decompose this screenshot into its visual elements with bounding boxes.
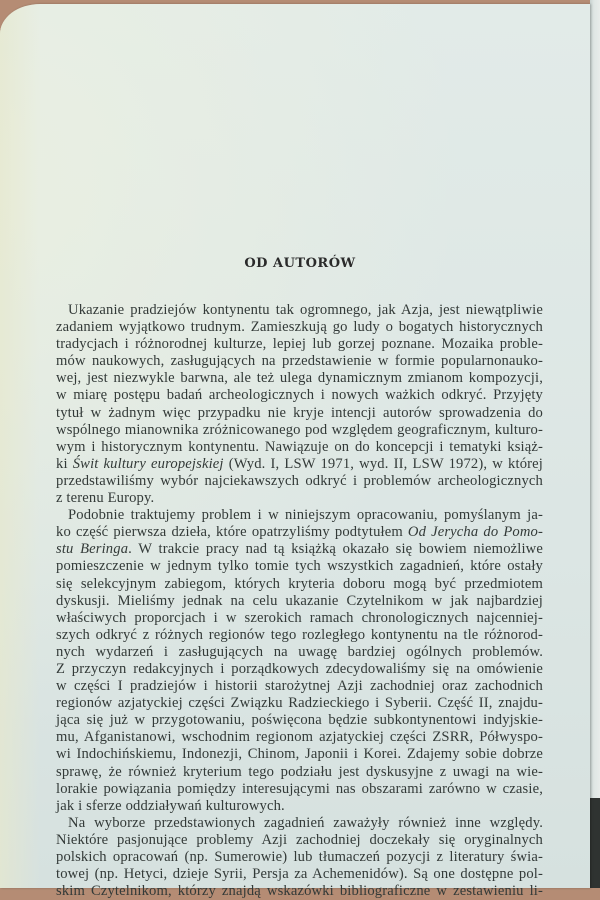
paragraph (56, 815, 543, 900)
text-line: stu Beringa. W trakcie pracy nad tą książką okazało się bowiem niemożliwe (56, 541, 543, 558)
text-line: tytuł w żadnym więc przypadku nie kryje intencji autorów sprowadzenia do (56, 404, 543, 421)
text-line: szych odkryć z różnych regionów tego rozległego kontynentu na tle różnorod- (56, 626, 543, 643)
text-line: sprawę, że również kryterium tego podziału jest dyskusyjne z uwagi na wie- (56, 763, 543, 780)
chapter-heading: OD AUTORÓW (244, 256, 356, 271)
text-line: w miarę postępu badań archeologicznych i nowych ważkich odkryć. Przyjęty (56, 387, 543, 404)
text-line: pomieszczenie w jednym tylko tomie tych wszystkich zagadnień, które ostały (56, 558, 543, 575)
text-line: ko część pierwsza dzieła, które opatrzyliśmy podtytułem Od Jerycha do Pomo- (56, 524, 543, 541)
text-line: nych wydarzeń i zasługujących na uwagę bardziej ogólnych problemów. (56, 643, 543, 660)
text-line: wej, jest niezwykle barwna, ale też ulega dynamicznym zmianom kompozycji, (56, 370, 543, 387)
text-line: towej (np. Hetyci, dzieje Syrii, Persja za Achemenidów). Są one dostępne pol- (56, 866, 543, 883)
text-line: jąca się już w przygotowaniu, poświęcona będzie subkontynentowi indyjskie- (56, 712, 543, 729)
text-line: mu, Afganistanowi, wschodnim regionom azjatyckiej części ZSRR, Półwyspo- (56, 729, 543, 746)
text-line: Z przyczyn redakcyjnych i porządkowych zdecydowaliśmy się na omówienie (56, 660, 543, 677)
text-line: Na wyborze przedstawionych zagadnień zaważyły również inne względy. (68, 814, 543, 831)
paragraph (56, 302, 543, 507)
text-line: się selekcyjnym zabiegom, których kryteria doboru mogą być przedmiotem (56, 575, 543, 592)
text-line: skim Czytelnikom, którzy znajdą wskazówki bibliograficzne w zestawieniu li- (56, 883, 543, 900)
text-line: zadaniem wyjątkowo trudnym. Zamieszkują go ludy o bogatych historycznych (56, 319, 543, 336)
text-line: tradycjach i różnorodnej kulturze, lepiej lub gorzej poznane. Mozaika proble- (56, 336, 543, 353)
dark-background-corner (590, 798, 600, 888)
text-line: ki Świt kultury europejskiej (Wyd. I, LSW 1971, wyd. II, LSW 1972), w której (56, 455, 543, 472)
text-line: właściwych proporcjach i w szerokich ramach chronologicznych najcenniej- (56, 609, 543, 626)
text-line: Podobnie traktujemy problem i w niniejszym opracowaniu, pomyślanym ja- (68, 507, 543, 524)
text-line: przedstawiliśmy wybór najciekawszych odkryć i problemów archeologicznych (56, 472, 543, 489)
italic-title: Świt kultury europejskiej (72, 455, 224, 472)
text-line: lorakie powiązania pomiędzy interesującymi nas obszarami zarówno w czasie, (56, 780, 543, 797)
text-line: w części I pradziejów i historii starożytnej Azji zachodniej oraz zachodnich (56, 678, 543, 695)
italic-title: stu Beringa (56, 541, 129, 558)
text-line: wi Indochińskiemu, Indonezji, Chinom, Japonii i Korei. Zdajemy sobie dobrze (56, 746, 543, 763)
adjacent-page-edge (590, 0, 600, 888)
page-curl-shading (0, 4, 40, 888)
text-line: dyskusji. Mieliśmy jednak na celu ukazanie Czytelnikom w jak najbardziej (56, 592, 543, 609)
text-line: wspólnego mianownika zróżnicowanego pod względem geograficznym, kulturo- (56, 421, 543, 438)
body-text (56, 302, 543, 900)
text-line: wym i historycznym kontynentu. Nawiązuje on do koncepcji i tematyki książ- (56, 438, 543, 455)
text-line: mów naukowych, zasługujących na przedstawienie w formie popularnonauko- (56, 353, 543, 370)
text-line: polskich opracowań (np. Sumerowie) lub tłumaczeń pozycji z literatury świa- (56, 849, 543, 865)
italic-title: Od Jerycha do Pomo- (407, 524, 543, 541)
text-line: jak i sferze oddziaływań kulturowych. (56, 797, 285, 814)
book-page (0, 4, 590, 900)
text-line: Niektóre pasjonujące problemy Azji zachodniej doczekały się oryginalnych (56, 831, 543, 848)
text-line: z terenu Europy. (56, 490, 155, 507)
paragraph (56, 507, 543, 815)
text-line: Ukazanie pradziejów kontynentu tak ogromnego, jak Azja, jest niewątpliwie (68, 302, 543, 318)
text-line: regionów azjatyckiej części Związku Radzieckiego i Syberii. Część II, znajdu- (56, 695, 543, 712)
